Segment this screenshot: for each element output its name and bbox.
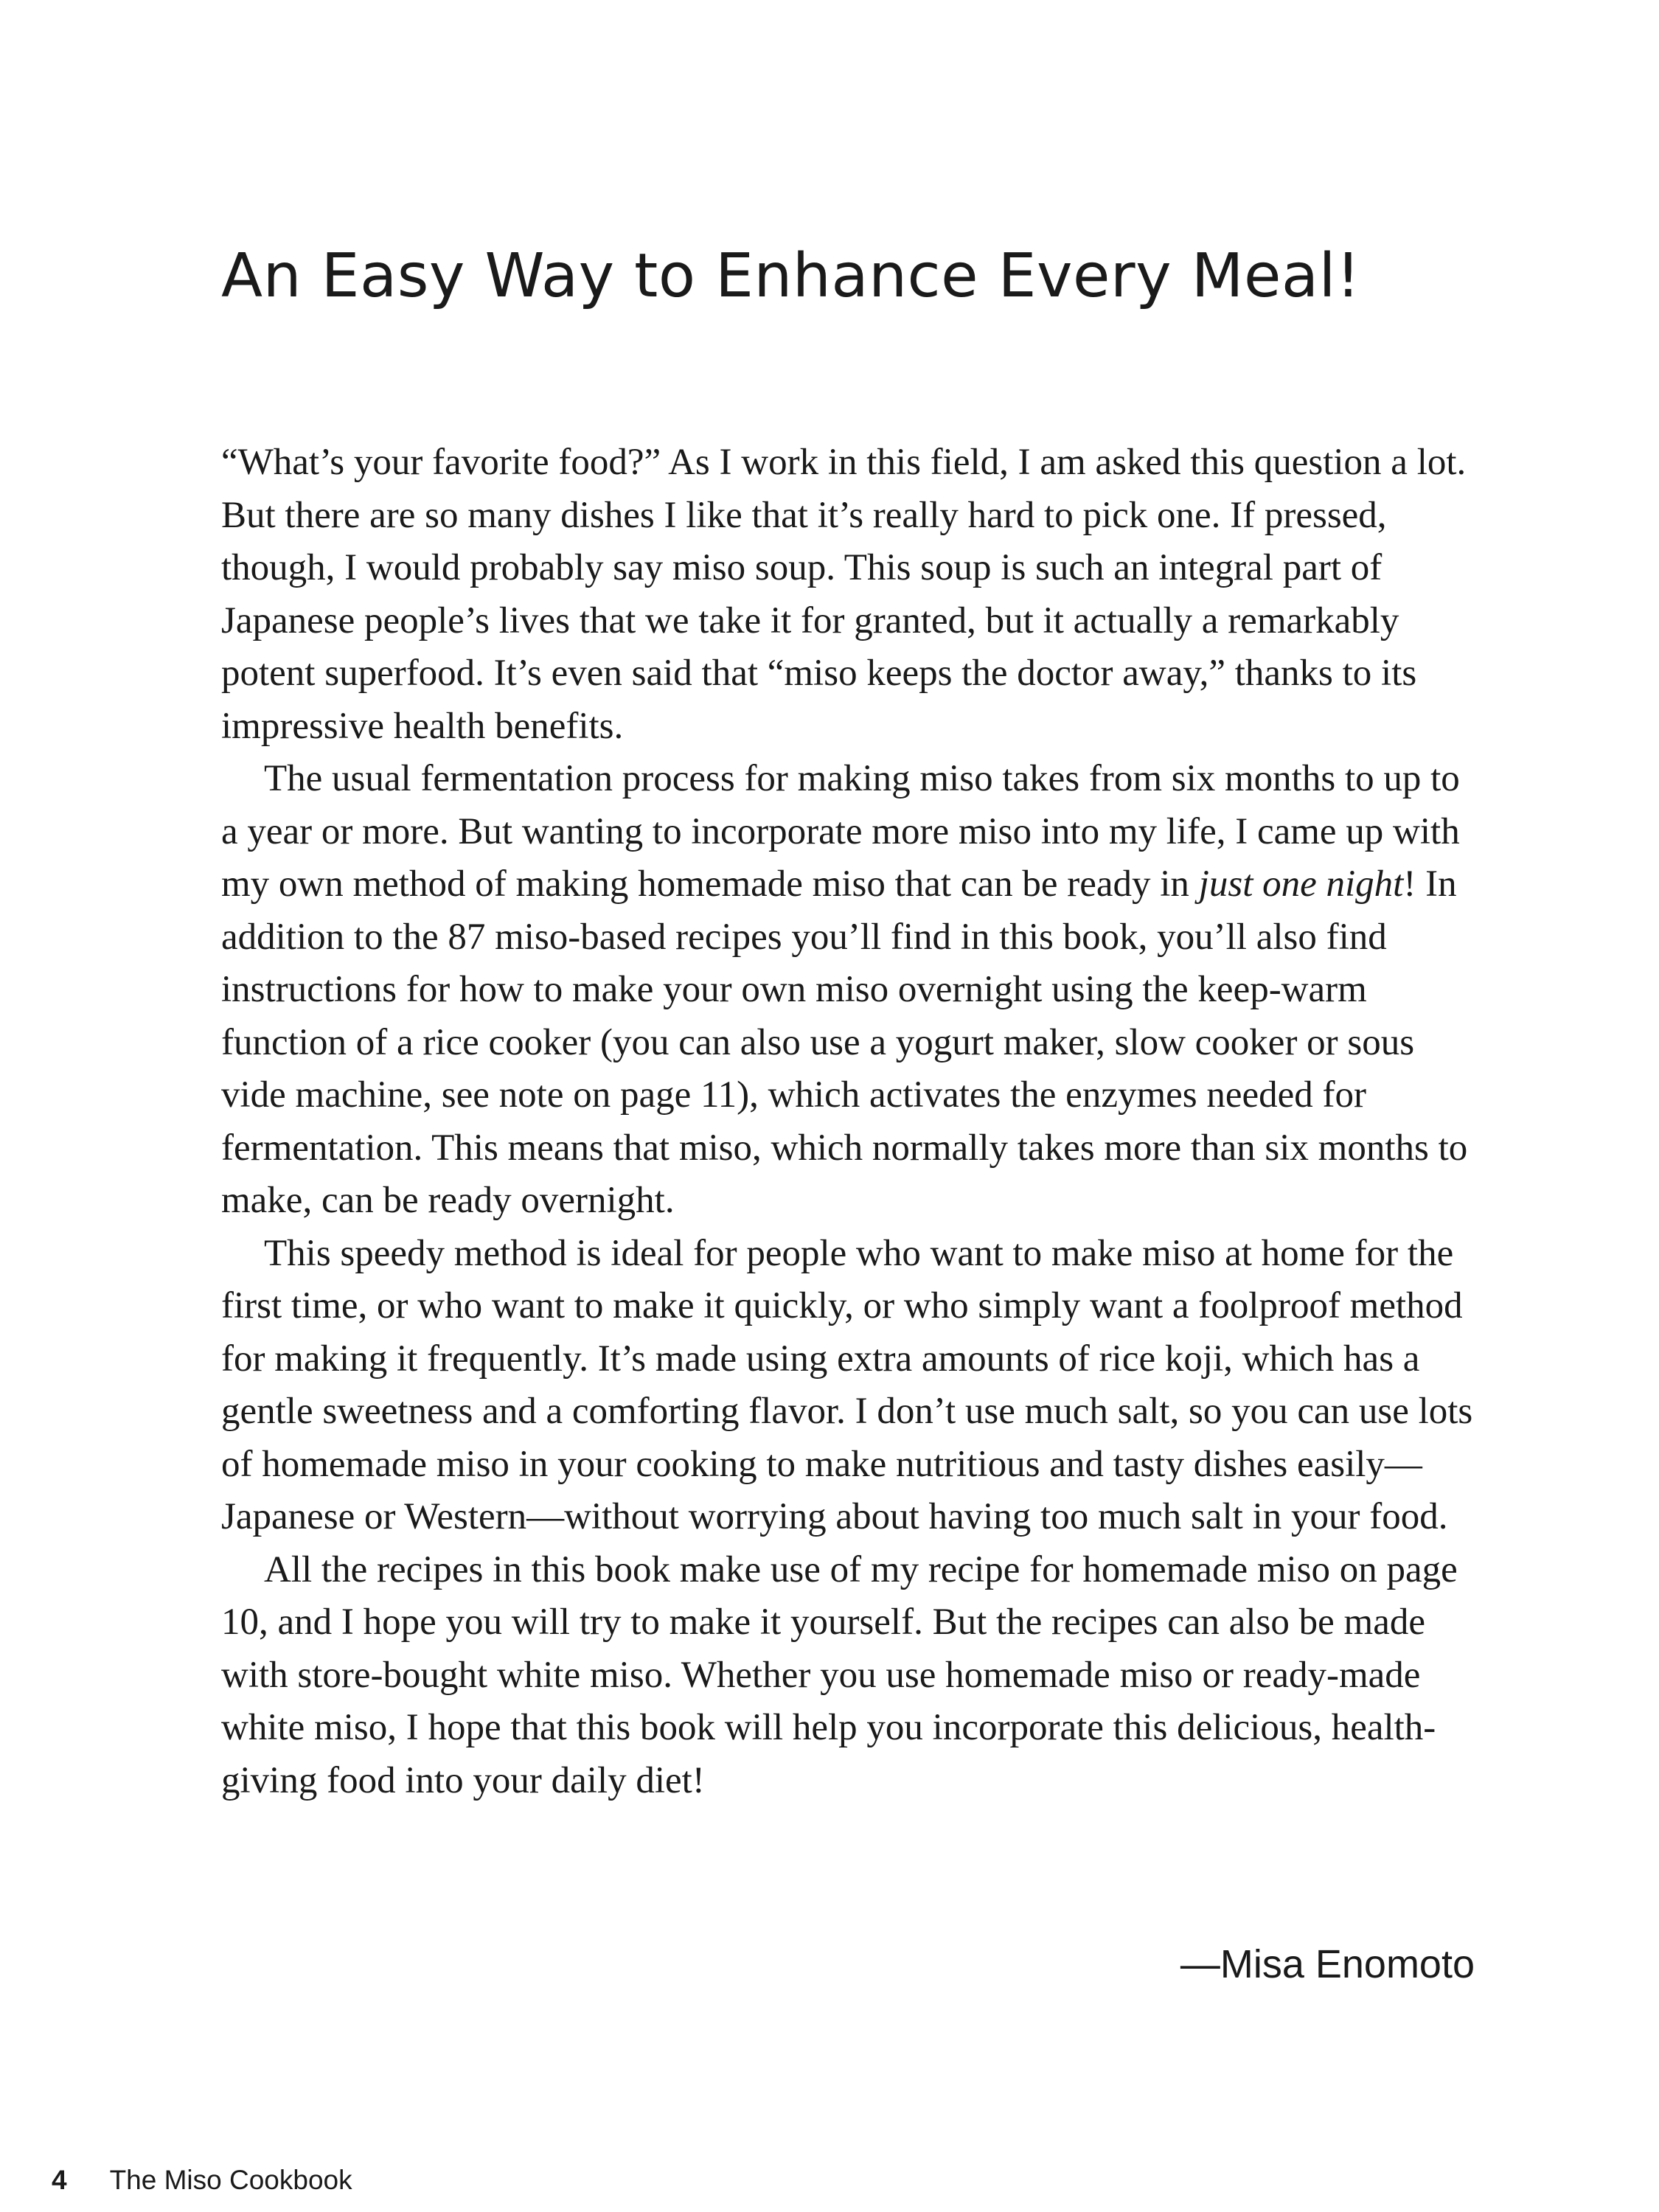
paragraph-2 <box>221 753 1475 1228</box>
page-footer <box>52 2166 352 2194</box>
paragraph-2-emphasis: just one night <box>1198 863 1404 905</box>
paragraph-2-before: The usual fermentation process for making miso takes from six months to up to a year or more. But wanting to incorporate more miso into my life, I came up with my own method of making homemade miso that can be ready in <box>221 758 1460 905</box>
paragraph-1: “What’s your favorite food?” As I work in this field, I am asked this question a lot. But there are so many dishes I like that it’s really hard to pick one. If pressed, though, I would probably say miso soup. This soup is such an integral part of Japanese people’s lives that we take it for granted, but it actually a remarkably potent superfood. It’s even said that “miso keeps the doctor away,” thanks to its impressive health benefits. <box>221 442 1467 747</box>
paragraph-3: This speedy method is ideal for people who want to make miso at home for the first time, or who want to make it quickly, or who simply want a foolproof method for making it frequently. It’s made using extra amounts of rice koji, which has a gentle sweetness and a comforting flavor. I don’t use much salt, so you can use lots of homemade miso in your cooking to make nutritious and tasty dishes easily—Japanese or Western—without worrying about having too much salt in your food. <box>221 1232 1473 1537</box>
paragraph-2-after: ! In addition to the 87 miso-based recipes you’ll find in this book, you’ll also find instructions for how to make your own miso overnight using the keep-warm function of a rice cooker (you can also use a yogurt maker, slow cooker or sous vide machine, see note on page 11), which activates the enzymes needed for fermentation. This means that miso, which normally takes more than six months to make, can be ready overnight. <box>221 863 1468 1221</box>
page-heading: An Easy Way to Enhance Every Meal! <box>221 241 1361 311</box>
book-title: The Miso Cookbook <box>109 2165 352 2195</box>
body-text <box>221 437 1475 1807</box>
author-signature: —Misa Enomoto <box>1180 1942 1475 1986</box>
paragraph-4: All the recipes in this book make use of my recipe for homemade miso on page 10, and I hope you will try to make it yourself. But the recipes can also be made with store-bought white miso. Whether you use homemade miso or ready-made white miso, I hope that this book will help you incorporate this delicious, health-giving food into your daily diet! <box>221 1548 1458 1801</box>
page-number: 4 <box>52 2165 67 2195</box>
